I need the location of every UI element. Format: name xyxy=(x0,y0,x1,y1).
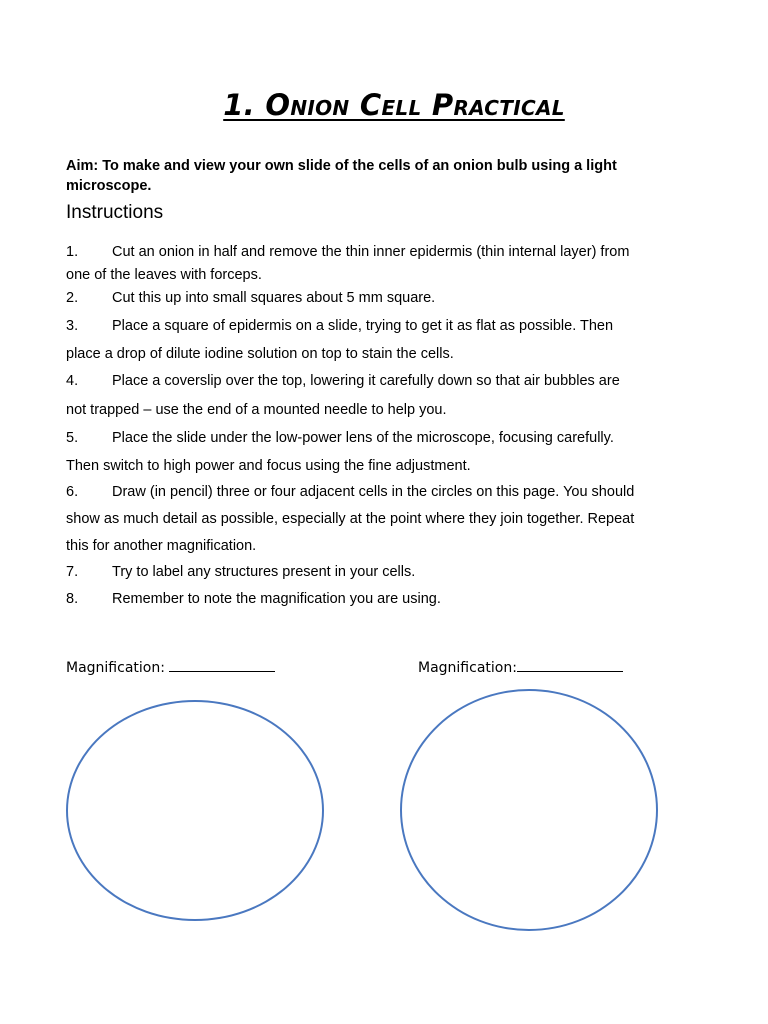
step-text-line: Cut this up into small squares about 5 mm square. xyxy=(112,290,436,306)
step-text-line: show as much detail as possible, especially at the point where they join together. Repeat xyxy=(66,511,635,527)
page-title: 1. Onion Cell Practical xyxy=(223,88,565,122)
aim-text: Aim: To make and view your own slide of the cells of an onion bulb using a light microscope. xyxy=(66,158,617,194)
step-text-line: Place a coverslip over the top, lowering it carefully down so that air bubbles are xyxy=(112,373,620,389)
magnification-right-blank[interactable] xyxy=(517,659,623,672)
magnification-left-label xyxy=(66,659,275,676)
step-text-line: place a drop of dilute iodine solution on top to stain the cells. xyxy=(66,346,454,362)
step-text-line: Draw (in pencil) three or four adjacent cells in the circles on this page. You should xyxy=(112,484,635,500)
instruction-step-3 xyxy=(66,312,706,368)
step-text-line: Cut an onion in half and remove the thin inner epidermis (thin internal layer) from xyxy=(112,244,630,260)
step-number: 5. xyxy=(66,430,79,446)
drawing-circle-left[interactable] xyxy=(66,700,324,921)
magnification-left-blank[interactable] xyxy=(169,659,275,672)
instruction-step-8 xyxy=(66,589,706,609)
step-number: 8. xyxy=(66,591,79,607)
instruction-step-4 xyxy=(66,367,706,425)
step-text-line: one of the leaves with forceps. xyxy=(66,267,262,283)
magnification-right-text: Magnification: xyxy=(418,660,517,676)
step-text-line: Try to label any structures present in your cells. xyxy=(112,564,416,580)
drawing-circle-right[interactable] xyxy=(400,689,658,931)
step-text-line: Remember to note the magnification you are using. xyxy=(112,591,441,607)
step-number: 3. xyxy=(66,318,79,334)
magnification-left-text: Magnification: xyxy=(66,660,170,676)
step-number: 7. xyxy=(66,564,79,580)
step-number: 1. xyxy=(66,244,79,260)
magnification-right-label xyxy=(418,659,623,676)
instruction-step-5 xyxy=(66,424,706,480)
step-number: 4. xyxy=(66,373,79,389)
instructions-heading: Instructions xyxy=(66,202,164,223)
step-number: 2. xyxy=(66,290,79,306)
step-text-line: Then switch to high power and focus using the fine adjustment. xyxy=(66,458,471,474)
instruction-step-2 xyxy=(66,288,706,308)
step-text-line: Place a square of epidermis on a slide, trying to get it as flat as possible. Then xyxy=(112,318,614,334)
step-text-line: Place the slide under the low-power lens of the microscope, focusing carefully. xyxy=(112,430,614,446)
step-text-line: not trapped – use the end of a mounted needle to help you. xyxy=(66,402,447,418)
step-text-line: this for another magnification. xyxy=(66,538,257,554)
instruction-step-6 xyxy=(66,479,706,560)
instruction-step-7 xyxy=(66,562,706,582)
instruction-step-1 xyxy=(66,241,706,287)
step-number: 6. xyxy=(66,484,79,500)
